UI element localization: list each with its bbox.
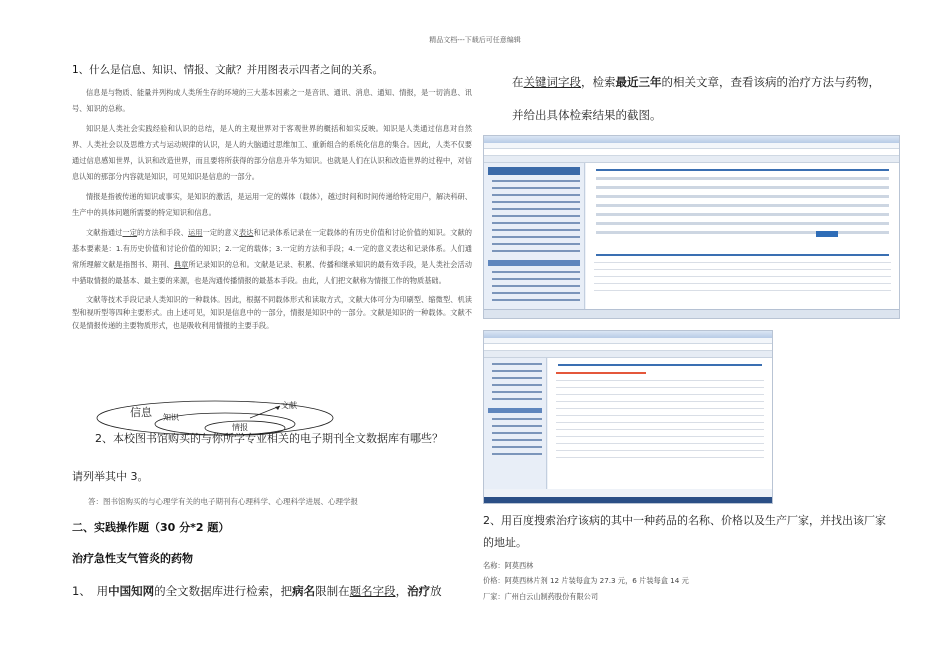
diagram-label-intelligence: 情报	[232, 423, 248, 432]
document-types-paragraph: 文献等技术手段记录人类知识的一种载体。因此，根据不同载体形式和读取方式，文献大体可分为印刷型、缩微型、机读型和视听型等四种主要形式。由上述可见，知识是信息中的一部分，情报是知识中的一部分。文献是知识的一种载体。文献不仅是情报传递的主要物质形式，也是吸收利用情报的主要手段。	[72, 295, 472, 330]
question-2-line2: 请列举其中 3。	[72, 470, 149, 483]
task-2-title: 2、用百度搜索治疗该病的其中一种药品的名称、价格以及生产厂家，并找出该厂家的地址。	[483, 514, 886, 549]
question-1-title: 1、什么是信息、知识、情报、文献？并用图表示四者之间的关系。	[72, 64, 384, 76]
document-paragraph: 文献指通过一定的方法和手段、运用一定的意义表达和记录体系记录在一定载体的有历史价值和讨论价值的知识。文献的基本要素是：1.有历史价值和讨论价值的知识；2.一定的载体；3.一定的方法和手段；4.一定的意义表达和记录体系。人们通常所理解文献是指图书、期刊、典章所记录知识的总和。文献是记录、积累、传播和继承知识的最有效手段，是人类社会活动中猎取情报的最基本、最主要的来源，也是沟通传播情报的最基本手段。由此，人们把文献称为情报工作的物质基础。	[72, 228, 472, 285]
intelligence-paragraph: 情报是指被传递的知识或事实，是知识的激活，是运用一定的媒体（载体），越过时间和时间传递给特定用户，解决科研、生产中的具体问题所需要的特定知识和信息。	[72, 192, 472, 217]
cnki-results-screenshot	[483, 330, 773, 504]
diagram-label-info: 信息	[130, 406, 152, 419]
drug-price: 价格：阿莫西林片剂 12 片装每盒为 27.3 元，6 片装每盒 14 元	[483, 576, 689, 585]
cnki-search-screenshot	[483, 135, 900, 319]
knowledge-paragraph: 知识是人类社会实践经验和认识的总结，是人的主观世界对于客观世界的概括和如实反映。知识是人类通过信息对自然界、人类社会以及思维方式与运动规律的认识，是人的大脑通过思维加工、重新组合的系统化信息的集合。因此，人类不仅要通过信息感知世界，认识和改造世界，而且要将所获得的部分信息升华为知识。也就是人们在认识和改造世界的过程中，对信息认知的那部分内容就是知识，可见知识是信息的一部分。	[72, 124, 472, 181]
section-2-title: 二、实践操作题（30 分*2 题）	[72, 521, 230, 534]
question-2-answer: 答：图书馆购买的与心理学有关的电子期刊有心理科学、心理科学进展、心理学报	[88, 497, 358, 506]
task-1-text: 1、 用中国知网的全文数据库进行检索，把病名限制在题名字段，治疗放	[72, 584, 442, 598]
page-header: 精品文档---下载后可任意编辑	[429, 36, 521, 44]
question-2-line1: 2、本校图书馆购买的与你所学专业相关的电子期刊全文数据库有哪些？	[95, 432, 443, 445]
info-paragraph: 信息是与物质、能量并列构成人类所生存的环境的三大基本因素之一是音讯、通讯、消息、通知、情报，是一切消息、讯号、知识的总称。	[72, 88, 472, 113]
section-2-subtitle: 治疗急性支气管炎的药物	[72, 552, 193, 565]
diagram-label-document: 文献	[281, 401, 297, 410]
left-column	[72, 62, 472, 336]
task-1-continuation: 在关键词字段，检索最近三年的相关文章，查看该病的治疗方法与药物，并给出具体检索结果的截图。	[512, 75, 880, 122]
drug-name: 名称：阿莫西林	[483, 561, 534, 570]
diagram-label-knowledge: 知识	[163, 413, 179, 422]
drug-manufacturer: 厂家：广州白云山制药股份有限公司	[483, 592, 599, 601]
